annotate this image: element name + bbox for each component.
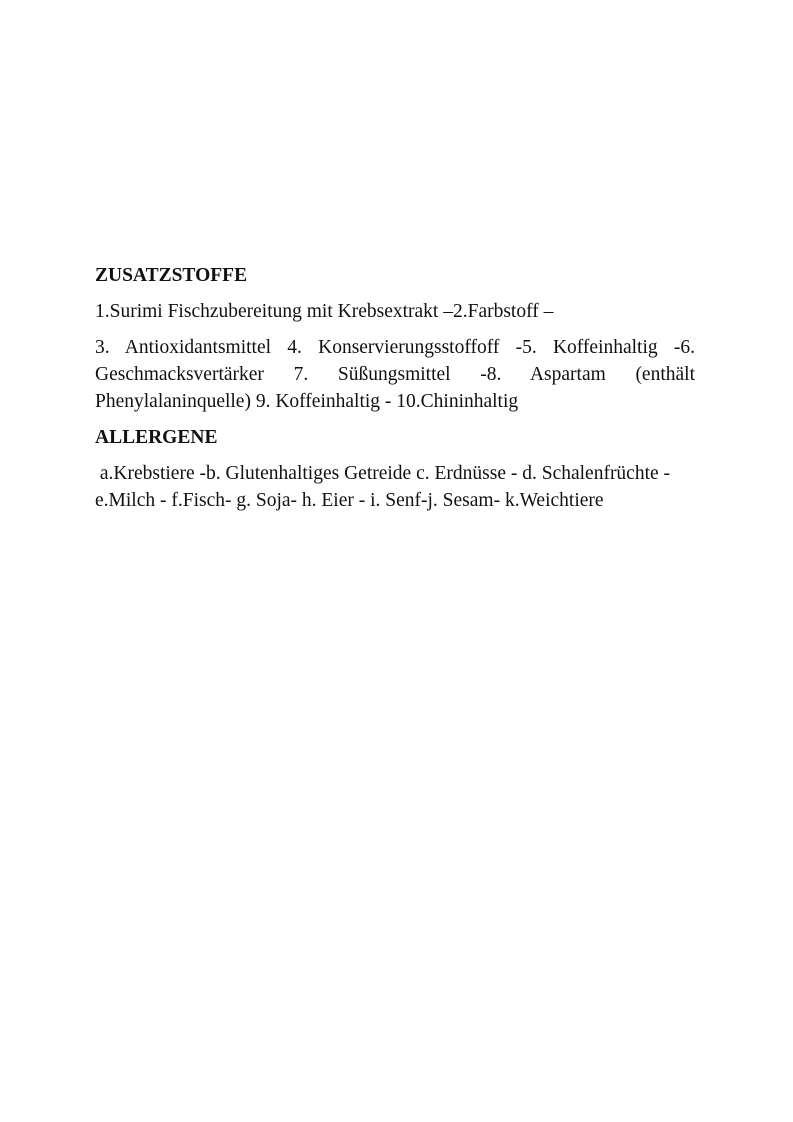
- additives-line-1: 1.Surimi Fischzubereitung mit Krebsextrakt –2.Farbstoff –: [95, 301, 554, 322]
- allergens-heading: ALLERGENE: [95, 427, 218, 448]
- additives-heading: ZUSATZSTOFFE: [95, 265, 248, 286]
- additives-line-2: 3. Antioxidantsmittel 4. Konservierungsstoffoff -5. Koffeinhaltig -6. Geschmacksvertärker 7. Süßungsmittel -8. Aspartam (enthält Phenylalaninquelle) 9. Koffeinhaltig - 10.Chininhaltig: [95, 337, 695, 412]
- document-content: [95, 262, 695, 523]
- allergens-text: a.Krebstiere -b. Glutenhaltiges Getreide c. Erdnüsse - d. Schalenfrüchte -e.Milch - f.Fisch- g. Soja- h. Eier - i. Senf-j. Sesam- k.Weichtiere: [95, 463, 671, 511]
